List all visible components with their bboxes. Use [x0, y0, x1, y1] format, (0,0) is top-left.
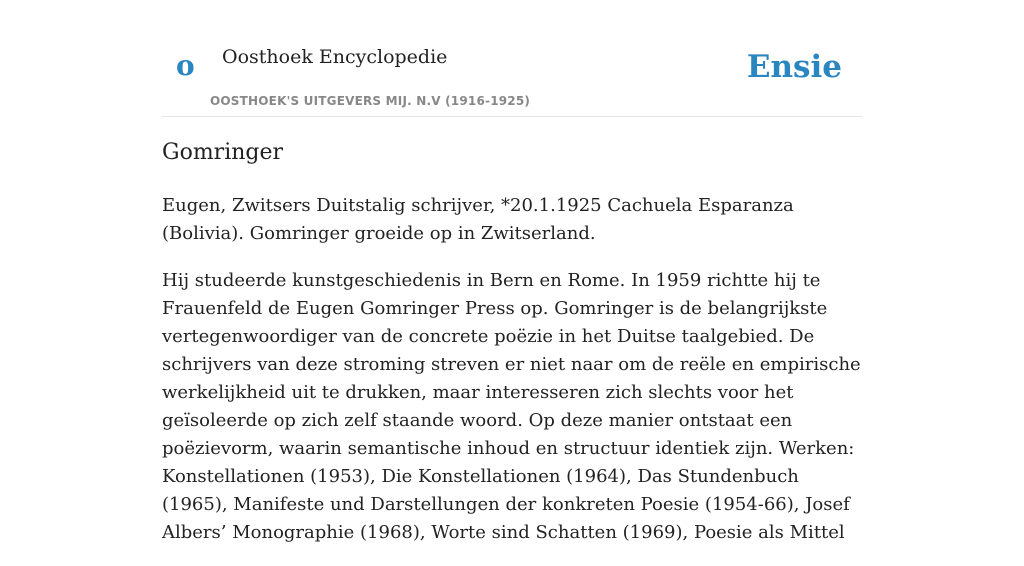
- site-header: [162, 0, 862, 117]
- ensie-logo-link[interactable]: Ensie: [746, 49, 842, 85]
- publisher-subtitle: OOSTHOEK'S UITGEVERS MIJ. N.V (1916-1925): [210, 94, 531, 108]
- paragraph: Hij studeerde kunstgeschiedenis in Bern en Rome. In 1959 richtte hij te Frauenfeld de Eugen Gomringer Press op. Gomringer is de belangrijkste vertegenwoordiger van de concrete poëzie in het Duitse taalgebied. De schrijvers van deze stroming streven er niet naar om de reële en empirische werkelijkheid uit te drukken, maar interesseren zich slechts voor het geïsoleerde op zich zelf staande woord. Op deze manier ontstaat een poëzievorm, waarin semantische inhoud en structuur identiek zijn. Werken: Konstellationen (1953), Die Konstellationen (1964), Das Stundenbuch (1965), Manifeste und Darstellungen der konkreten Poesie (1954-66), Josef Albers’ Monographie (1968), Worte sind Schatten (1969), Poesie als Mittel: [162, 270, 861, 543]
- logo-icon[interactable]: o: [176, 49, 195, 82]
- entry-content: [162, 192, 867, 566]
- site-title-link[interactable]: Oosthoek Encyclopedie: [222, 46, 448, 68]
- paragraph: Eugen, Zwitsers Duitstalig schrijver, *20.1.1925 Cachuela Esparanza (Bolivia). Gomringer groeide op in Zwitserland.: [162, 195, 794, 244]
- page: [162, 0, 862, 543]
- entry-title: Gomringer: [162, 140, 284, 165]
